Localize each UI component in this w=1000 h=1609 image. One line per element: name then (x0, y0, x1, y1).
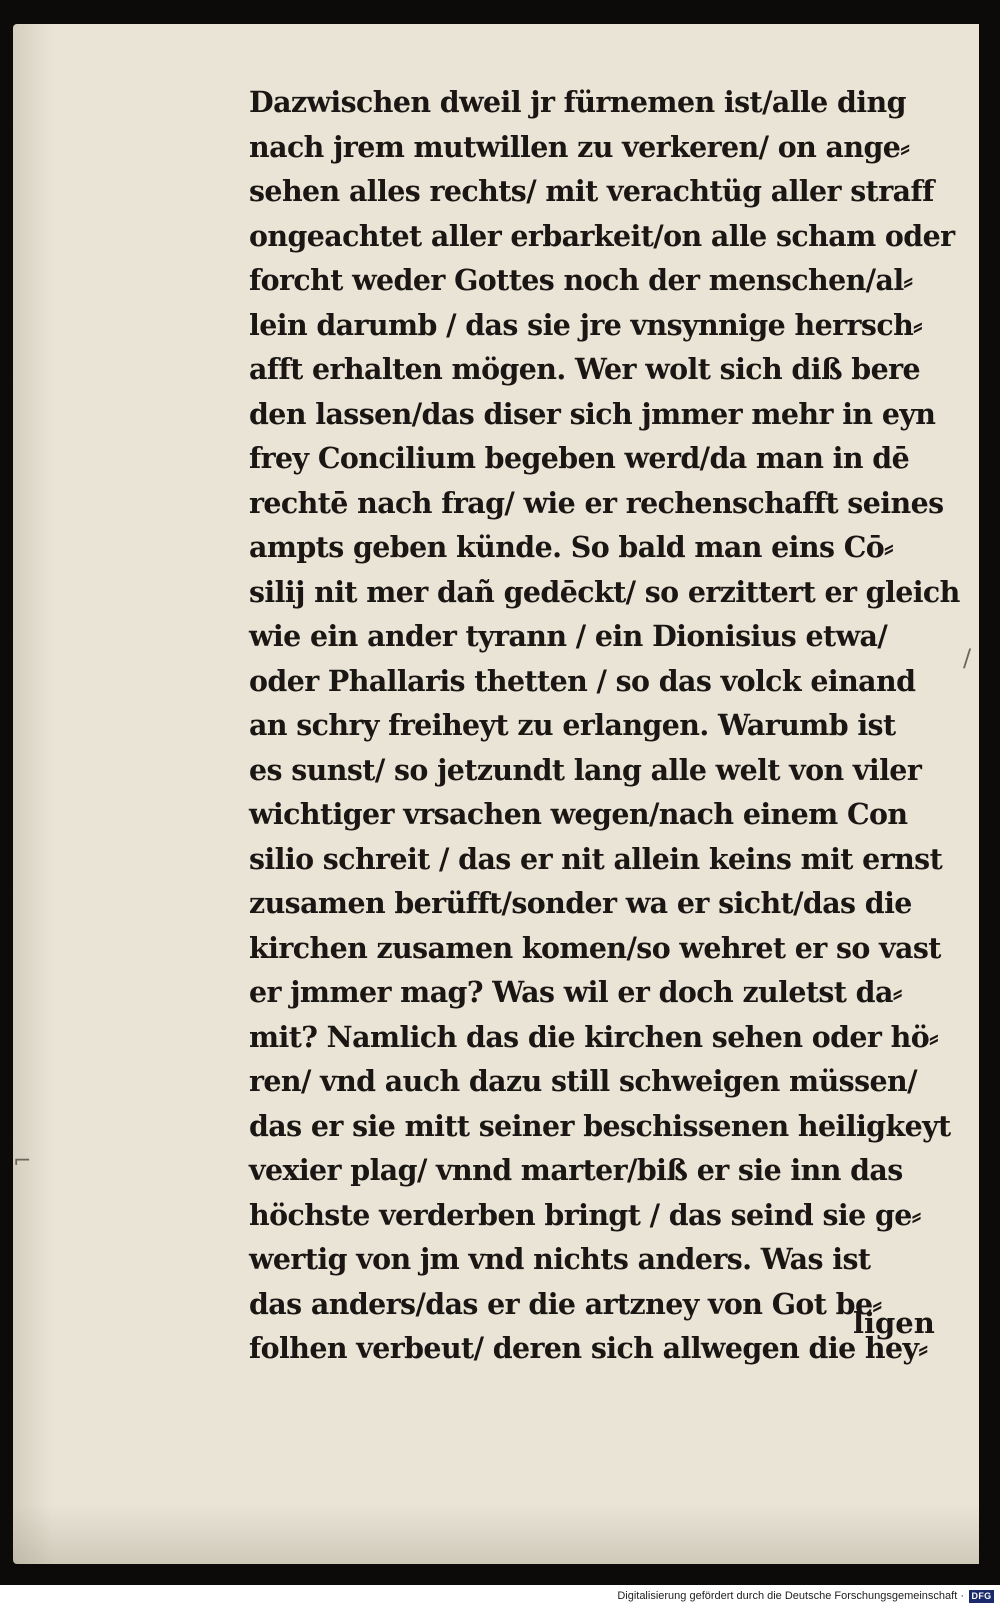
text-line: afft erhalten mögen. Wer wolt sich diß bere (249, 352, 921, 386)
text-line: Dazwischen dweil jr fürnemen ist/alle ding (249, 85, 906, 119)
text-line: oder Phallaris thetten / so das volck einand (249, 663, 916, 698)
text-line: wichtiger vrsachen wegen/nach einem Con (249, 797, 908, 831)
text-line: das er sie mitt seiner beschissenen heiligkeyt (249, 1108, 951, 1143)
margin-mark: ⌐ (13, 1149, 32, 1174)
text-line: folhen verbeut/ deren sich allwegen die hey⸗ (249, 1331, 928, 1365)
text-line: frey Concilium begeben werd/da man in dē (249, 441, 910, 475)
text-line: ongeachtet aller erbarkeit/on alle scham oder (249, 218, 955, 253)
text-line: ren/ vnd auch dazu still schweigen müssen/ (249, 1064, 917, 1098)
edge-mark: ∕ (963, 644, 972, 672)
text-line: mit? Namlich das die kirchen sehen oder hö⸗ (249, 1019, 939, 1054)
text-line: er jmmer mag? Was wil er doch zuletst da⸗ (249, 975, 902, 1009)
text-line: wie ein ander tyrann / ein Dionisius etwa/ (249, 619, 888, 653)
text-line: den lassen/das diser sich jmmer mehr in eyn (249, 396, 936, 431)
text-line: höchste verderben bringt / das seind sie ge⸗ (249, 1197, 921, 1232)
text-line: forcht weder Gottes noch der menschen/al⸗ (249, 263, 913, 297)
text-line: rechtē nach frag/ wie er rechenschafft seines (249, 485, 944, 520)
text-line: es sunst/ so jetzundt lang alle welt von viler (249, 752, 922, 787)
text-line: lein darumb / das sie jre vnsynnige herrsch⸗ (249, 307, 923, 342)
text-line: wertig von jm vnd nichts anders. Was ist (249, 1242, 871, 1276)
text-line: kirchen zusamen komen/so wehret er so vast (249, 930, 941, 965)
text-line: das anders/das er die artzney von Got be⸗ (249, 1286, 882, 1321)
text-line: sehen alles rechts/ mit verachtüg aller straff (249, 174, 934, 208)
text-line: ampts geben künde. So bald man eins Cō⸗ (249, 530, 894, 564)
text-line: nach jrem mutwillen zu verkeren/ on ange⸗ (249, 129, 910, 164)
footer-bar (0, 1585, 1000, 1609)
text-line: silij nit mer dañ gedēckt/ so erzittert er gleich (249, 574, 960, 609)
text-line: zusamen berüfft/sonder wa er sicht/das die (249, 886, 912, 920)
page-text (249, 80, 979, 1371)
text-line: silio schreit / das er nit allein keins mit ernst (249, 841, 943, 876)
catchword: ligen (853, 1306, 935, 1340)
dfg-logo-icon: DFG (969, 1590, 994, 1603)
book-page (13, 24, 979, 1564)
text-line: an schry freiheyt zu erlangen. Warumb ist (249, 708, 896, 742)
funding-notice: Digitalisierung gefördert durch die Deutsche Forschungsgemeinschaft · (617, 1590, 964, 1602)
text-line: vexier plag/ vnnd marter/biß er sie inn das (249, 1153, 903, 1187)
